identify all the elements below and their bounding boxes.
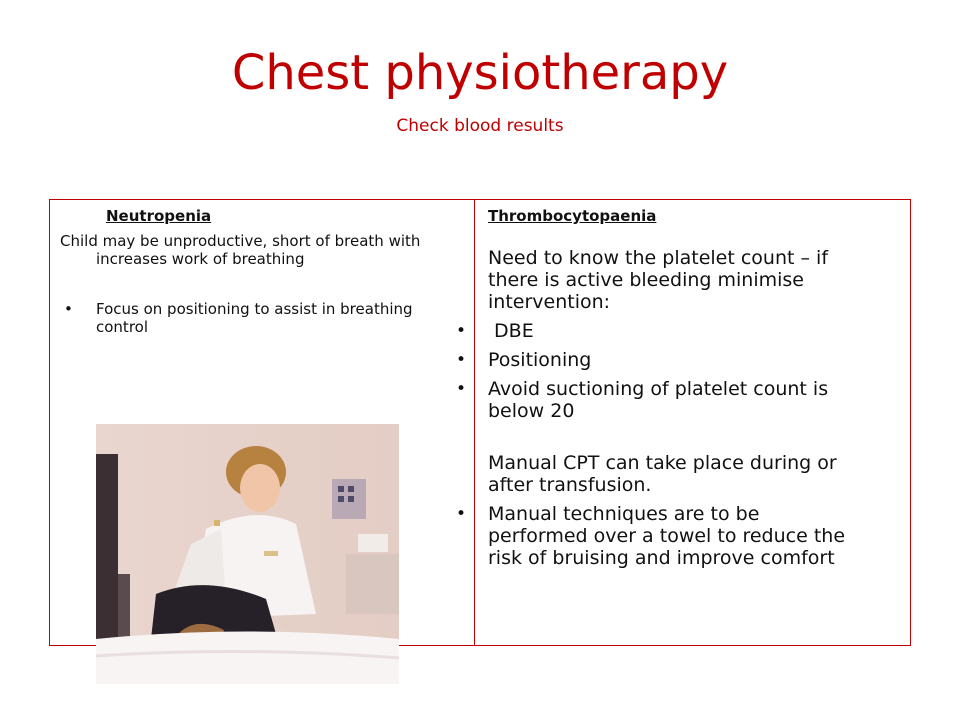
list-item — [442, 503, 862, 569]
bullet-icon: • — [456, 504, 467, 524]
neutropenia-heading: Neutropenia — [106, 207, 212, 225]
list-item — [442, 320, 862, 342]
list-item — [442, 349, 862, 371]
thrombocytopaenia-intro: Need to know the platelet count – if there is active bleeding minimise intervention: — [488, 247, 829, 313]
nurse-with-child-photo — [96, 424, 399, 684]
bullet-text: Focus on positioning to assist in breathing control — [96, 300, 413, 336]
bullet-text: Positioning — [488, 349, 592, 371]
bullet-icon: • — [456, 379, 467, 399]
slide-title: Chest physiotherapy — [231, 45, 729, 101]
right-column — [442, 206, 862, 569]
left-column — [60, 206, 468, 336]
neutropenia-paragraph: Child may be unproductive, short of breath with increases work of breathing — [60, 232, 421, 268]
slide-subtitle: Check blood results — [396, 116, 564, 136]
bullet-text: DBE — [488, 320, 534, 342]
transfusion-paragraph: Manual CPT can take place during or after transfusion. — [488, 452, 837, 496]
bullet-icon: • — [456, 350, 467, 370]
thrombocytopaenia-heading: Thrombocytopaenia — [488, 207, 657, 225]
list-item — [442, 378, 862, 422]
bullet-text: Manual techniques are to be performed over a towel to reduce the risk of bruising and improve comfort — [488, 503, 846, 569]
bullet-text: Avoid suctioning of platelet count is below 20 — [488, 378, 829, 422]
list-item — [60, 300, 468, 336]
bullet-icon: • — [64, 300, 73, 318]
bullet-icon: • — [456, 321, 467, 341]
photo-illustration — [96, 424, 399, 684]
